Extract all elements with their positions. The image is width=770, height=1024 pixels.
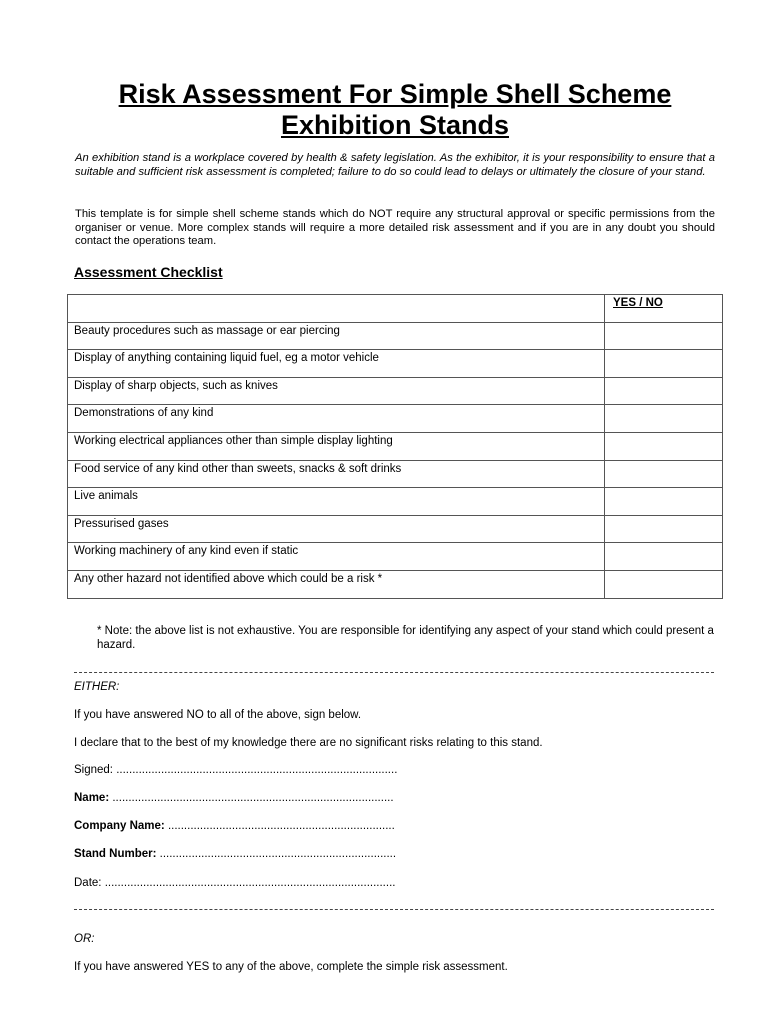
signed-label: Signed: xyxy=(74,764,114,776)
company-name-line[interactable]: ....................................................................... xyxy=(167,820,395,832)
assessment-checklist-table xyxy=(67,294,723,599)
document-title-line-1: Risk Assessment For Simple Shell Scheme xyxy=(118,79,672,109)
checklist-item-label: Demonstrations of any kind xyxy=(68,405,605,433)
yes-no-answer-cell[interactable] xyxy=(605,515,723,543)
yes-no-answer-cell[interactable] xyxy=(605,543,723,571)
signed-line[interactable]: ........................................................................................ xyxy=(116,764,398,776)
checklist-row xyxy=(68,405,723,433)
checklist-row xyxy=(68,515,723,543)
checklist-item-label: Live animals xyxy=(68,488,605,516)
yes-no-answer-cell[interactable] xyxy=(605,377,723,405)
checklist-item-label: Display of sharp objects, such as knives xyxy=(68,377,605,405)
either-label: EITHER: xyxy=(74,681,120,693)
yes-no-answer-cell[interactable] xyxy=(605,405,723,433)
checklist-row xyxy=(68,460,723,488)
checklist-item-label: Working machinery of any kind even if static xyxy=(68,543,605,571)
checklist-item-label: Display of anything containing liquid fuel, eg a motor vehicle xyxy=(68,350,605,378)
yes-no-answer-cell[interactable] xyxy=(605,460,723,488)
name-label: Name: xyxy=(74,792,110,804)
checklist-row xyxy=(68,570,723,598)
date-field[interactable] xyxy=(74,876,395,890)
checklist-row xyxy=(68,377,723,405)
yes-no-answer-cell[interactable] xyxy=(605,432,723,460)
stand-number-line[interactable]: .......................................................................... xyxy=(159,848,397,860)
date-line[interactable]: ........................................................................................... xyxy=(104,877,396,889)
checklist-heading: Assessment Checklist xyxy=(74,264,223,280)
document-title-line-2: Exhibition Stands xyxy=(280,110,509,140)
checklist-row xyxy=(68,350,723,378)
checklist-row xyxy=(68,488,723,516)
checklist-row xyxy=(68,322,723,350)
section-divider xyxy=(74,672,714,673)
checklist-item-label: Pressurised gases xyxy=(68,515,605,543)
checklist-item-label: Working electrical appliances other than simple display lighting xyxy=(68,432,605,460)
declaration-text: I declare that to the best of my knowledge there are no significant risks relating to this stand. xyxy=(74,737,543,749)
checklist-item-label: Beauty procedures such as massage or ear piercing xyxy=(68,322,605,350)
or-instruction: If you have answered YES to any of the above, complete the simple risk assessment. xyxy=(74,961,508,973)
company-name-field[interactable] xyxy=(74,819,395,833)
yes-no-answer-cell[interactable] xyxy=(605,322,723,350)
answer-column-header: YES / NO xyxy=(605,295,723,323)
signed-field[interactable] xyxy=(74,763,397,777)
checklist-row xyxy=(68,432,723,460)
yes-no-answer-cell[interactable] xyxy=(605,350,723,378)
template-paragraph: This template is for simple shell scheme stands which do NOT require any structural approval or specific permissions from the organiser or venue. More complex stands will require a more detailed risk assessment and if you are in any doubt you should contact the operations team. xyxy=(75,208,715,248)
checklist-row xyxy=(68,543,723,571)
stand-number-label: Stand Number: xyxy=(74,848,157,860)
name-field[interactable] xyxy=(74,791,394,805)
checklist-item-label: Any other hazard not identified above which could be a risk * xyxy=(68,570,605,598)
either-instruction: If you have answered NO to all of the above, sign below. xyxy=(74,709,362,721)
checklist-note: * Note: the above list is not exhaustive. You are responsible for identifying any aspect of your stand which could present a hazard. xyxy=(97,625,714,651)
checklist-header-row xyxy=(68,295,723,323)
date-label: Date: xyxy=(74,877,102,889)
section-divider xyxy=(74,909,714,910)
stand-number-field[interactable] xyxy=(74,847,396,861)
yes-no-answer-cell[interactable] xyxy=(605,488,723,516)
checklist-header-blank xyxy=(68,295,605,323)
intro-paragraph: An exhibition stand is a workplace covered by health & safety legislation. As the exhibitor, it is your responsibility to ensure that a suitable and sufficient risk assessment is completed; failure to do so could lead to delays or ultimately the closure of your stand. xyxy=(75,152,715,178)
name-line[interactable]: ........................................................................................ xyxy=(112,792,394,804)
or-label: OR: xyxy=(74,933,95,945)
company-name-label: Company Name: xyxy=(74,820,165,832)
yes-no-answer-cell[interactable] xyxy=(605,570,723,598)
checklist-item-label: Food service of any kind other than sweets, snacks & soft drinks xyxy=(68,460,605,488)
